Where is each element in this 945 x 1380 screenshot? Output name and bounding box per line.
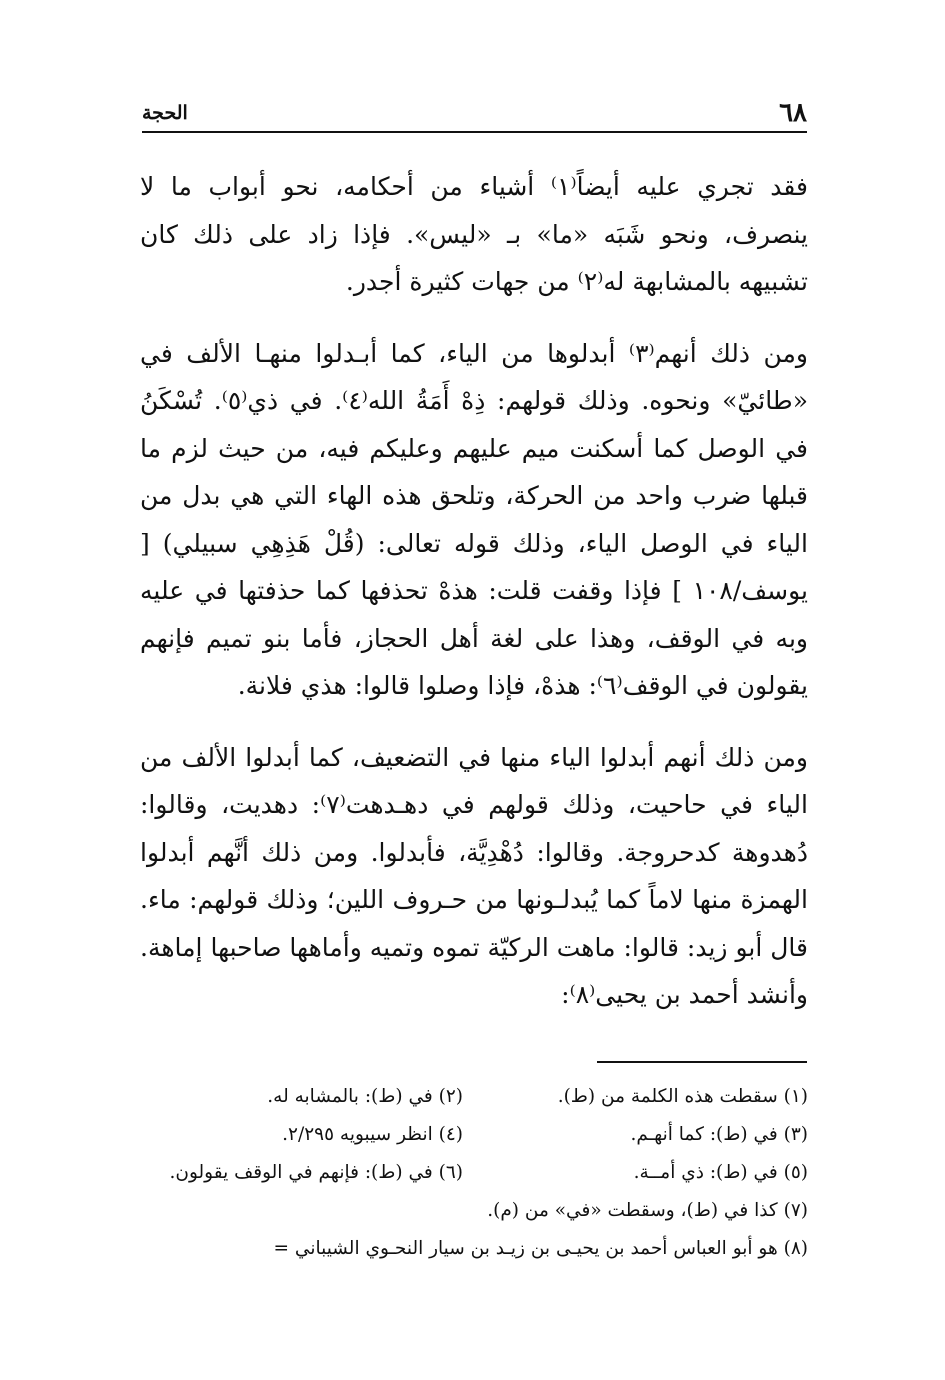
paragraph-3: ومن ذلك أنهم أبدلوا الياء منها في التضعيف، كما أبدلوا الألف من الياء في حاحيت، وذلك قولهم في دهـدهت⁽٧⁾: دهديت، وقالوا: دُهدوهة كدحروجة. وقالوا: دُهْدِيَّة، فأبدلوا. ومن ذلك أنَّهم أبدلوا الهمزة منها لاماً كما يُبدلـونها من حـروف اللين؛ وذلك قولهم: ماء. قال أبو زيد: قالوا: ماهت الركيّة تموه وتميه وأماهها صاحبها إماهة. وأنشد أحمد بن يحيى⁽٨⁾:: [140, 742, 808, 1009]
header-rule: [142, 131, 807, 133]
footnote-6: (٦) في (ط): فإنهم في الوقف يقولون.: [169, 1162, 463, 1183]
running-title: الحجة: [142, 102, 188, 124]
page-number: ٦٨: [779, 98, 807, 128]
footnote-row: [140, 1078, 808, 1116]
body-text: [140, 163, 808, 1019]
footnote-row: [140, 1154, 808, 1192]
paragraph-1: فقد تجري عليه أيضاً⁽١⁾ أشياء من أحكامه، نحو أبواب ما لا ينصرف، ونحو شَبَه «ما» بـ «ليس». فإذا زاد على ذلك كان تشبيهه بالمشابهة له⁽٢⁾ من جهات كثيرة أجدر.: [140, 172, 809, 296]
footnote-8: (٨) هو أبو العباس أحمد بن يحيـى بن زيـد بن سيار النحـوي الشيباني =: [273, 1238, 808, 1259]
footnote-7: (٧) كذا في (ط)، وسقطت «في» من (م).: [487, 1200, 808, 1221]
footnote-5: (٥) في (ط): ذي أمــة.: [633, 1162, 808, 1183]
footnotes: [140, 1078, 808, 1268]
footnote-row: [140, 1116, 808, 1154]
footnote-1: (١) سقطت هذه الكلمة من (ط).: [557, 1086, 808, 1107]
footnote-rule: [597, 1061, 807, 1063]
footnote-2: (٢) في (ط): بالمشابه له.: [267, 1086, 463, 1107]
paragraph-2: ومن ذلك أنهم⁽٣⁾ أبدلوها من الياء، كما أبـدلوا منهـا الألف في «طائيّ» ونحوه. وذلك قولهم: ذِهْ أَمَةُ الله⁽٤⁾. في ذي⁽٥⁾. تُسْكَنُ في الوصل كما أسكنت ميم عليهم وعليكم فيه، من حيث لزم ما قبلها ضرب واحد من الحركة، وتلحق هذه الهاء التي هي بدل من الياء في الوصل الياء، وذلك قوله تعالى: (قُلْ هَذِهِي سبيلي) [ يوسف/١٠٨ ] فإذا وقفت قلت: هذهْ تحذفها كما حذفتها في عليه وبه في الوقف، وهذا على لغة أهل الحجاز، فأما بنو تميم فإنهم يقولون في الوقف⁽٦⁾: هذهْ، فإذا وصلوا قالوا: هذي فلانة.: [140, 338, 809, 700]
footnote-3: (٣) في (ط): كما أنهـم.: [630, 1124, 808, 1145]
page-header: [142, 92, 807, 132]
footnote-4: (٤) انظر سيبويه ٢/٢٩٥.: [282, 1124, 463, 1145]
